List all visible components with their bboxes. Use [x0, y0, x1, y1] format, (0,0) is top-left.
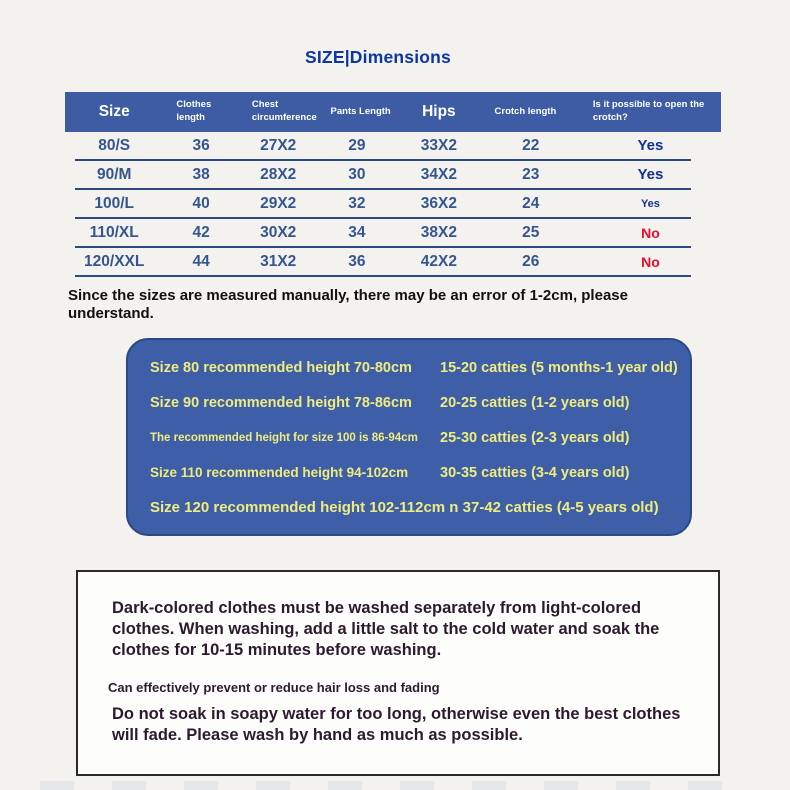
cell-open-crotch: No	[641, 253, 660, 270]
cell-clothes-length: 44	[192, 252, 210, 270]
cell-chest: 29X2	[260, 194, 297, 212]
cell-chest: 30X2	[260, 223, 297, 241]
table-row	[65, 219, 721, 246]
cell-size: 100/L	[94, 194, 135, 212]
size-table-header	[65, 92, 721, 132]
recommendation-row	[128, 490, 690, 525]
recommendation-height: The recommended height for size 100 is 86-94cm	[150, 431, 418, 444]
cell-hips: 42X2	[420, 252, 457, 270]
cell-hips: 34X2	[420, 165, 457, 183]
recommendation-row	[128, 420, 690, 455]
cell-clothes-length: 38	[192, 165, 210, 183]
measurement-note: Since the sizes are measured manually, there may be an error of 1-2cm, please understand.	[68, 287, 628, 322]
cell-pants-length: 29	[348, 136, 366, 154]
cell-size: 80/S	[98, 136, 131, 154]
cell-size: 110/XL	[89, 223, 139, 241]
cell-hips: 36X2	[420, 194, 457, 212]
cell-chest: 28X2	[260, 165, 297, 183]
recommendation-weight: 15-20 catties (5 months-1 year old)	[440, 359, 678, 376]
row-divider	[75, 275, 691, 277]
recommendation-weight: 25-30 catties (2-3 years old)	[440, 429, 630, 446]
column-header-open-crotch: Is it possible to open the crotch?	[592, 99, 705, 123]
cell-crotch-length: 24	[522, 194, 540, 212]
size-recommendation-box	[126, 338, 692, 536]
care-instruction-soaking: Do not soak in soapy water for too long, otherwise even the best clothes will fade. Please wash by hand as much as possible.	[112, 704, 681, 744]
cell-pants-length: 36	[348, 252, 366, 270]
cell-clothes-length: 42	[192, 223, 210, 241]
column-header-hips: Hips	[422, 103, 456, 120]
column-header-pants-length: Pants Length	[330, 105, 391, 117]
recommendation-height: Size 80 recommended height 70-80cm	[150, 359, 412, 376]
cell-pants-length: 30	[348, 165, 366, 183]
column-header-clothes-length: Clothes length	[176, 99, 212, 123]
cell-open-crotch: No	[641, 224, 660, 241]
cell-chest: 27X2	[260, 136, 297, 154]
recommendation-row	[128, 385, 690, 420]
care-instructions-box	[76, 570, 720, 776]
table-row	[65, 161, 721, 188]
cell-crotch-length: 26	[522, 252, 540, 270]
care-instruction-washing: Dark-colored clothes must be washed separately from light-colored clothes. When washing, add a little salt to the cold water and soak the clothes for 10-15 minutes before washing.	[112, 599, 660, 659]
table-row	[65, 190, 721, 217]
recommendation-full: Size 120 recommended height 102-112cm n 37-42 catties (4-5 years old)	[150, 499, 659, 516]
table-row	[65, 248, 721, 275]
care-instruction-prevention: Can effectively prevent or reduce hair loss and fading	[108, 679, 440, 695]
recommendation-weight: 30-35 catties (3-4 years old)	[440, 464, 630, 481]
table-row	[65, 132, 721, 159]
cell-open-crotch: Yes	[640, 197, 660, 210]
bottom-decorative-strip	[40, 781, 750, 790]
cell-crotch-length: 23	[522, 165, 540, 183]
cell-size: 120/XXL	[84, 252, 145, 270]
cell-chest: 31X2	[260, 252, 297, 270]
cell-open-crotch: Yes	[637, 137, 664, 154]
column-header-size: Size	[98, 103, 130, 120]
size-table	[65, 92, 721, 277]
cell-pants-length: 34	[348, 223, 366, 241]
recommendation-weight: 20-25 catties (1-2 years old)	[440, 394, 630, 411]
recommendation-row	[128, 455, 690, 490]
recommendation-height: Size 90 recommended height 78-86cm	[150, 394, 412, 411]
cell-hips: 38X2	[420, 223, 457, 241]
cell-open-crotch: Yes	[637, 166, 664, 183]
cell-pants-length: 32	[348, 194, 366, 212]
recommendation-height: Size 110 recommended height 94-102cm	[150, 465, 409, 480]
cell-size: 90/M	[96, 165, 132, 183]
column-header-crotch-length: Crotch length	[494, 105, 557, 117]
cell-clothes-length: 40	[192, 194, 210, 212]
cell-hips: 33X2	[420, 136, 457, 154]
cell-clothes-length: 36	[192, 136, 210, 154]
cell-crotch-length: 22	[522, 136, 540, 154]
page-title: SIZE|Dimensions	[305, 47, 451, 67]
recommendation-row	[128, 350, 690, 385]
cell-crotch-length: 25	[522, 223, 540, 241]
column-header-chest: Chest circumference	[251, 99, 317, 123]
